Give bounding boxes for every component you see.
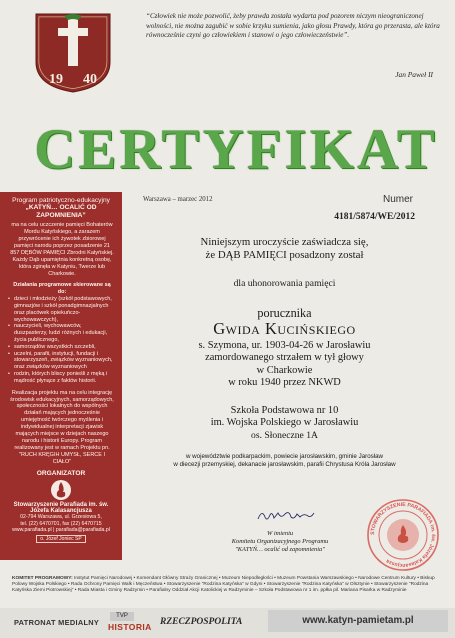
- actions-heading: Działania programowe skierowane są do:: [13, 282, 111, 296]
- region-line: w województwie podkarpackim, powiecie jarosławskim, gminie Jarosław: [185, 453, 384, 460]
- sign-line: "KATYŃ… ocalić od zapomnienia": [235, 546, 325, 553]
- region-line: w diecezji przemyskiej, dekanacie jarosławskim, parafii Chrystusa Króla Jarosław: [173, 461, 396, 469]
- pope-quote: “Człowiek nie może pozwolić, żeby prawda została wydarta pod pozorem niczym nieograniczonej wolności, nie można zagubić w sobie krzyku sumienia, jako głosu Prawdy, która go przerasta, ale która równocześnie czyni go człowiekiem i stanowi o jego człowieczeństwie”.: [146, 12, 440, 40]
- honoree-name: Gwida Kucińskiego: [213, 319, 356, 338]
- dedication-line: dla uhonorowania pamięci: [233, 278, 336, 289]
- region-info: [124, 453, 445, 469]
- program-head: Program patriotyczno-edukacyjny: [12, 197, 110, 204]
- program-name: „KATYŃ… OCALIĆ OD ZAPOMNIENIA”: [25, 204, 97, 219]
- footer-tag-text: o. Józef Joniec SP: [36, 535, 85, 543]
- shield-emblem-icon: [34, 12, 112, 94]
- certificate-title: CERTYFIKAT: [34, 118, 438, 181]
- declaration: [124, 236, 445, 261]
- committee-text: Instytut Pamięci Narodowej • Komendant Główny Straży Granicznej • Muzeum Niepodległości • Muzeum Powstania Warszawskiego • Narodowe Centrum Kultury • Biskup Polowy Wojska Polskiego • Rada Ochrony Pamięci Walk i Męczeństwa • Stowarzyszenie "Rodzina Katyńska" w Gdyni • Stowarzyszenie "Rodzina Katyńska" w Olsztynie • Stowarzyszenie "Rodzina Katyńska Ziemi Piotrowskiej" • Rada Miasta i Gminy Radzymin • Parafialny Oddział Akcji Katolickiej w Radzyminie – Szkoła Podstawowa nr 1 im. ppłka pil. Mariana Pisarka w Radzyminie: [12, 576, 435, 593]
- organizer-footer-tag: [0, 536, 122, 542]
- actions-list: [0, 296, 122, 384]
- rzeczpospolita-logo: RZECZPOSPOLITA: [160, 617, 243, 627]
- list-item: • uczelni, parafii, instytucji, fundacji i stowarzyszeń, związków wyznaniowych, oraz związków wyznaniowych: [8, 351, 116, 371]
- detail-line: w Charkowie: [256, 364, 313, 376]
- media-patronage-label: PATRONAT MEDIALNY: [14, 618, 100, 627]
- emblem-year-right: 40: [83, 72, 97, 87]
- tvp-historia-logo: HISTORIA: [108, 622, 152, 632]
- school-info: [124, 405, 445, 442]
- list-item: • nauczycieli, wychowawców, duszpasterzy, ludzi różnych i edukacji, życia publicznego,: [8, 323, 116, 343]
- stamp-seal-icon: [366, 498, 440, 572]
- handwritten-signature: [256, 507, 316, 525]
- certificate-number: 4181/5874/WE/2012: [334, 212, 415, 222]
- flame-icon: [50, 479, 72, 501]
- quote-author: Jan Paweł II: [395, 70, 433, 79]
- tvp-logo: TVP: [110, 612, 134, 621]
- website-url[interactable]: www.katyn-pamietam.pl: [268, 610, 448, 632]
- sign-line: W imieniu: [266, 530, 294, 537]
- number-label: Numer: [382, 194, 413, 205]
- program-sidebar: [0, 192, 122, 560]
- school-line: im. Wojska Polskiego w Jarosławiu: [210, 417, 359, 429]
- signature-icon: [256, 507, 316, 525]
- organizer-label: ORGANIZATOR: [36, 469, 86, 477]
- list-item: • samorządów wszystkich szczebli,: [8, 344, 116, 351]
- organizer-phone: tel. (22) 6470701, fax (22) 6470715: [20, 520, 102, 527]
- program-committee: [12, 576, 442, 594]
- honoree-details: [124, 340, 445, 390]
- school-line: Szkoła Podstawowa nr 10: [230, 405, 339, 416]
- declaration-line-1: Niniejszym uroczyście zaświadcza się,: [200, 236, 369, 248]
- committee-label: KOMITET PROGRAMOWY:: [12, 576, 73, 581]
- program-intro: ma na celu uczczenie pamięci Bohaterów Mordu Katyńskiego, a zarazem przywrócenie ich żywotek zbiorowej pamięci narodu poprzez posadzenie 21 857 DĘBÓW PAMIĘCI Zbrodni Katyńskiej. Każdy Dąb upamiętnia konkretną osobę, która zginęła w Katyniu, Twerze lub Charkowie.: [10, 222, 114, 277]
- list-item: • rodzin, których bliscy ponieśli z męką i mądrość płynące z faktów historii.: [8, 371, 116, 385]
- organizer-web: www.parafiada.pl | parafiada@parafiada.pl: [12, 526, 110, 533]
- title-band: [30, 114, 442, 186]
- detail-line: zamordowanego strzałem w tył głowy: [205, 352, 364, 364]
- organization-stamp: [366, 498, 440, 572]
- parafiada-logo: [50, 479, 72, 501]
- declaration-line-2: że DĄB PAMIĘCI posadzony został: [205, 248, 364, 261]
- program-header: [0, 192, 122, 219]
- signature-caption: [170, 530, 390, 554]
- detail-line: w roku 1940 przez NKWD: [228, 377, 341, 389]
- emblem-year-left: 19: [49, 72, 63, 87]
- date-place: Warszawa – marzec 2012: [143, 196, 213, 203]
- organizer-address: 02-794 Warszawa, ul. Grzesiowa 5,: [20, 514, 102, 521]
- detail-line: s. Szymona, ur. 1903-04-26 w Jarosławiu: [198, 340, 371, 351]
- sign-line: Komitetu Organizacyjnego Programu: [231, 538, 329, 545]
- rank: porucznika: [257, 306, 312, 320]
- stamp-text: STOWARZYSZENIE PARAFIADA im. św. Józefa Kalasancjusza: [369, 501, 437, 569]
- program-outro: Realizacja projektu ma na celu integrację środowisk edukacyjnych, samorządowych, społeczności lokalnych do wspólnych działań mających jednocześnie umiejętność twórczego myślenia i indywidualnej interpretacji zjawisk mających miejsce w dziejach naszego narodu i historii Europy. Program realizowany jest w ramach Projektu pn. "RUCH KRĘGIH UMYSŁ, SERCE I CIAŁO": [10, 389, 114, 465]
- organizer-name: Stowarzyszenie Parafiada im. św. Józefa Kalasancjusza: [13, 501, 109, 514]
- list-item: • dzieci i młodzieży (szkół podstawowych, gimnazjów i szkół ponadgimnazjalnych oraz placówek opiekuńczo-wychowawczych),: [8, 296, 116, 323]
- emblem-logo: [34, 12, 112, 94]
- school-line: os. Słoneczne 1A: [251, 429, 318, 441]
